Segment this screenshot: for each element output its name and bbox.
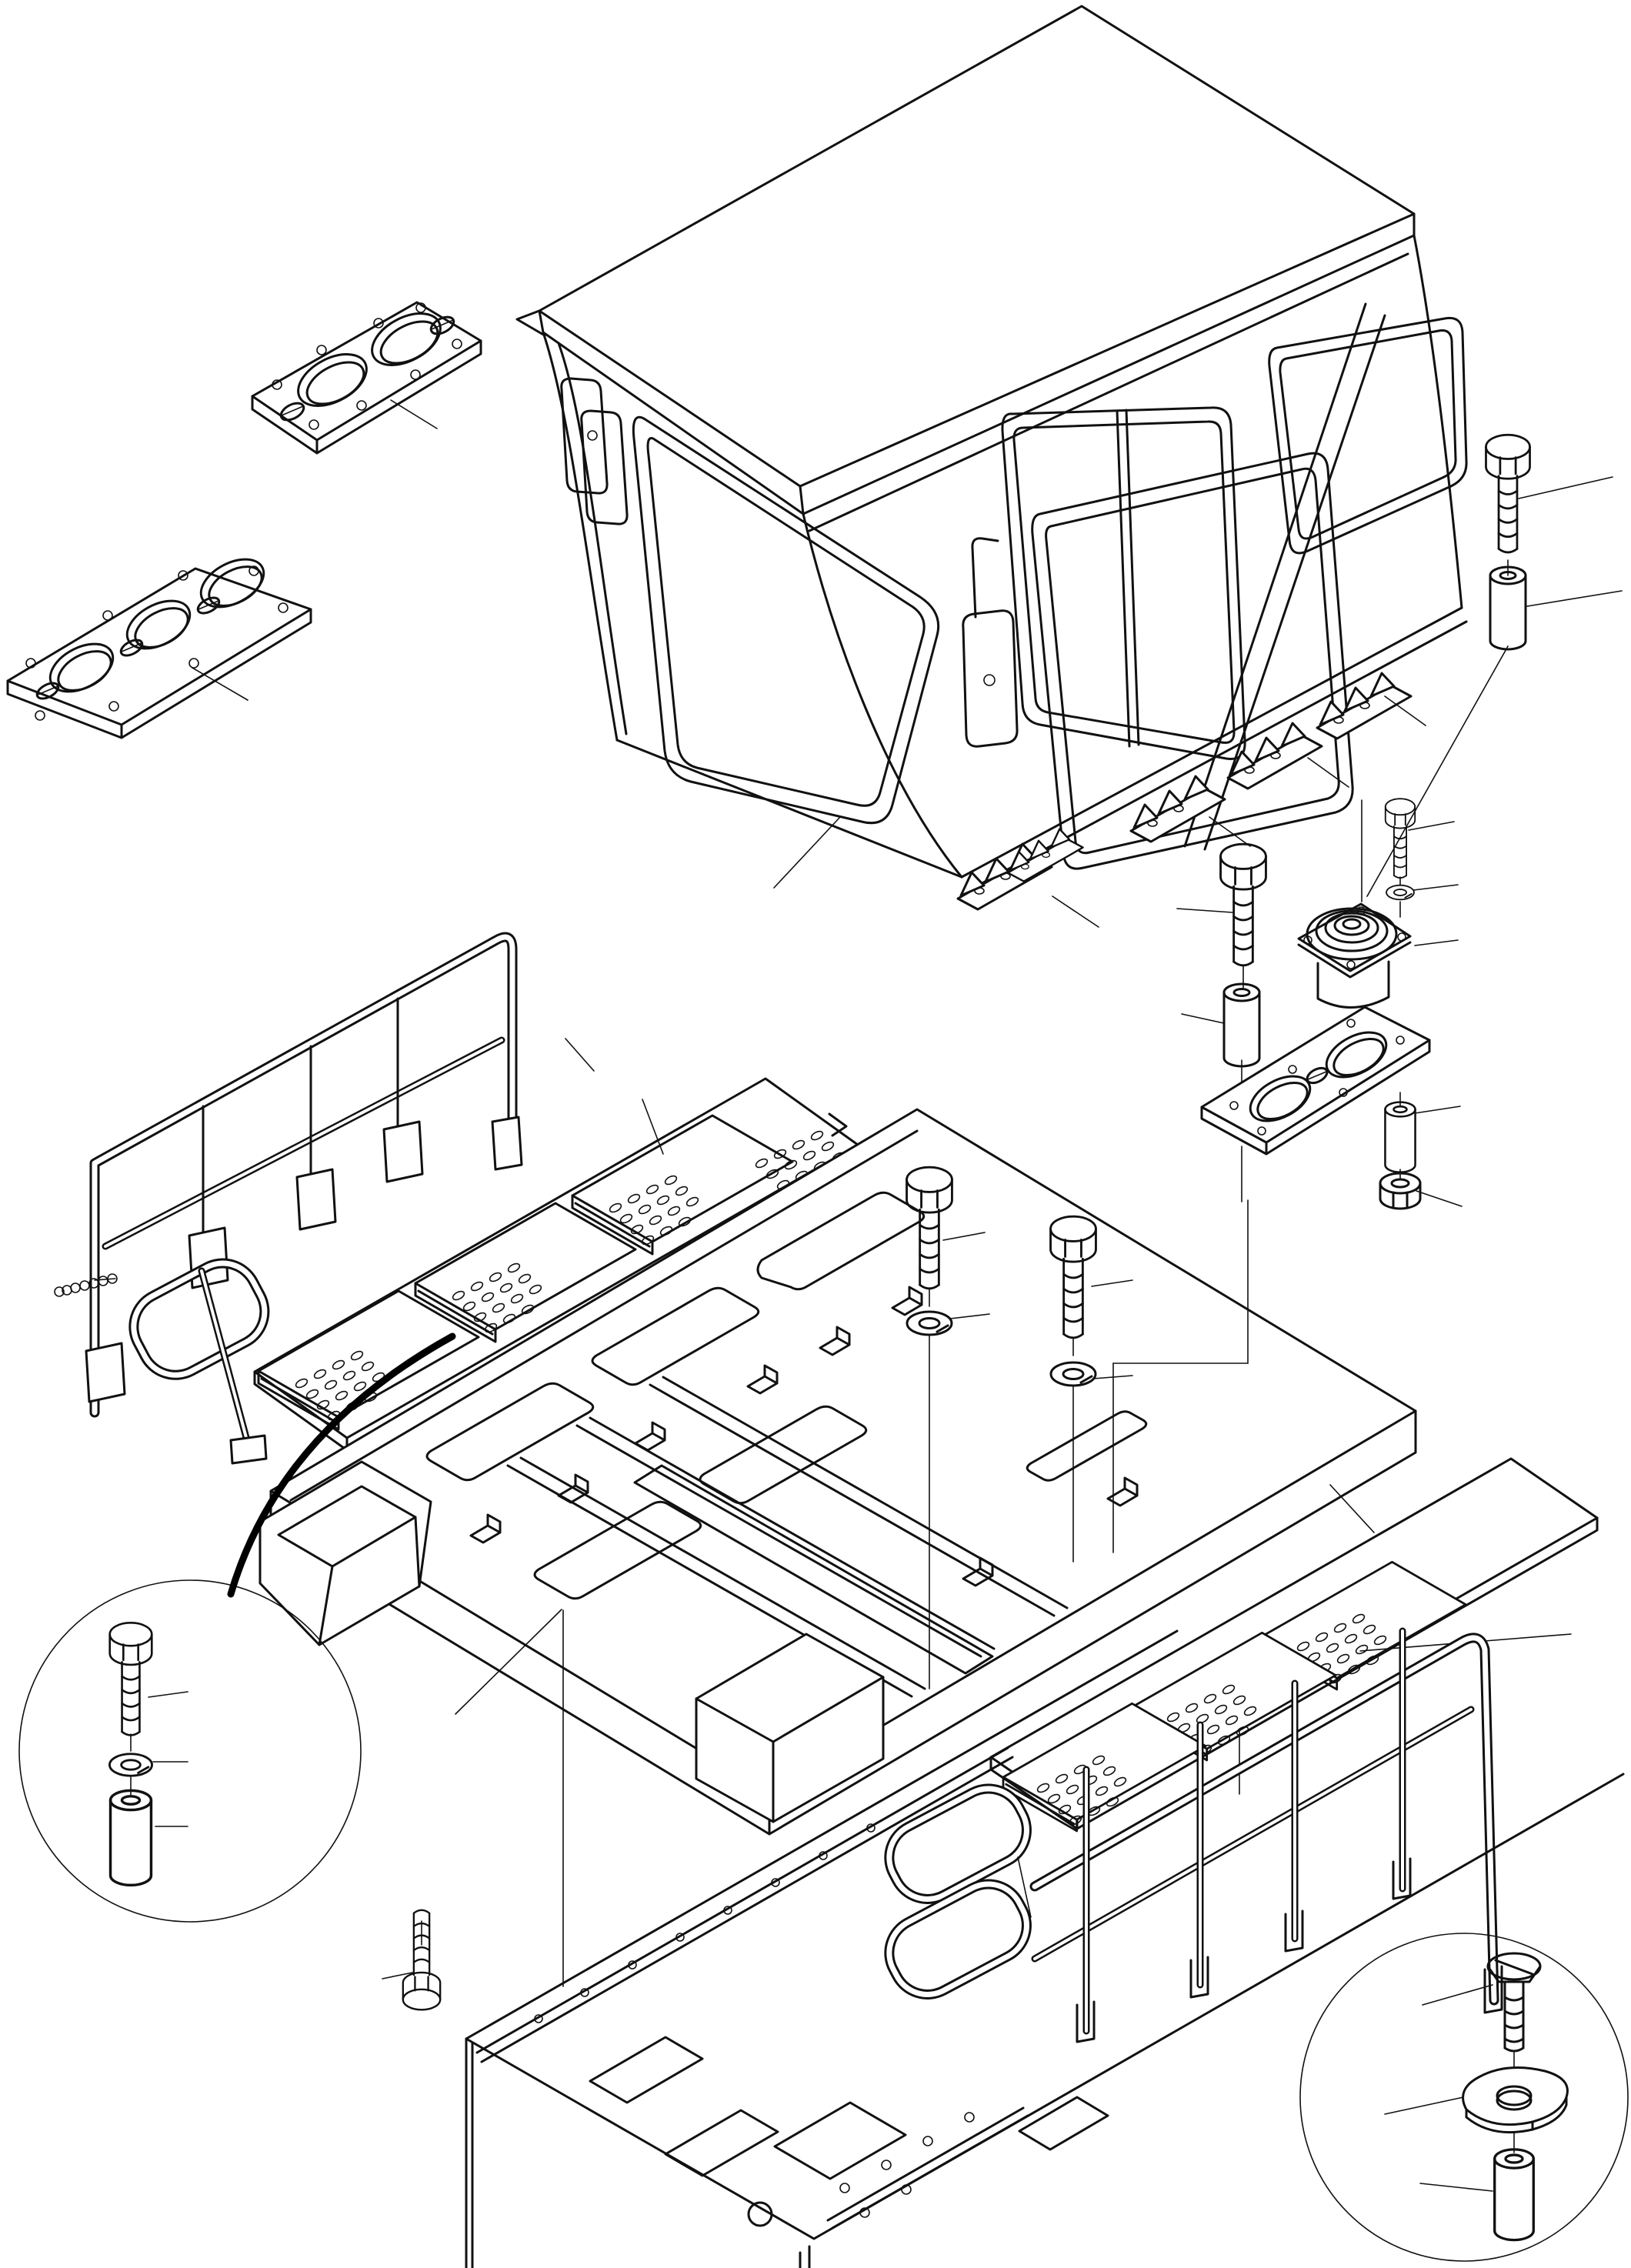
leader-line [391, 400, 437, 429]
operator-cab [517, 6, 1466, 927]
gasket-plate-three-holes [8, 549, 311, 738]
cab-door-handle [963, 539, 1017, 746]
leader-line [192, 668, 248, 700]
detail-callout-right [1300, 1933, 1628, 2261]
cam-washer [1463, 2068, 1568, 2133]
cab-mounting-clips [958, 673, 1426, 927]
safety-chain [55, 1274, 117, 1296]
mount-plate-two-holes [1202, 1007, 1429, 1154]
cab-rear-window [1269, 318, 1466, 553]
leader-line [774, 817, 840, 888]
cab-roof [539, 6, 1414, 486]
bolt-bottom-upward [382, 1910, 440, 2010]
cab-sliding-window [1002, 408, 1245, 759]
cab-mount-assembly [1177, 799, 1462, 1209]
gasket-plate-two-holes [252, 302, 481, 453]
viscous-mount [1299, 904, 1458, 1008]
